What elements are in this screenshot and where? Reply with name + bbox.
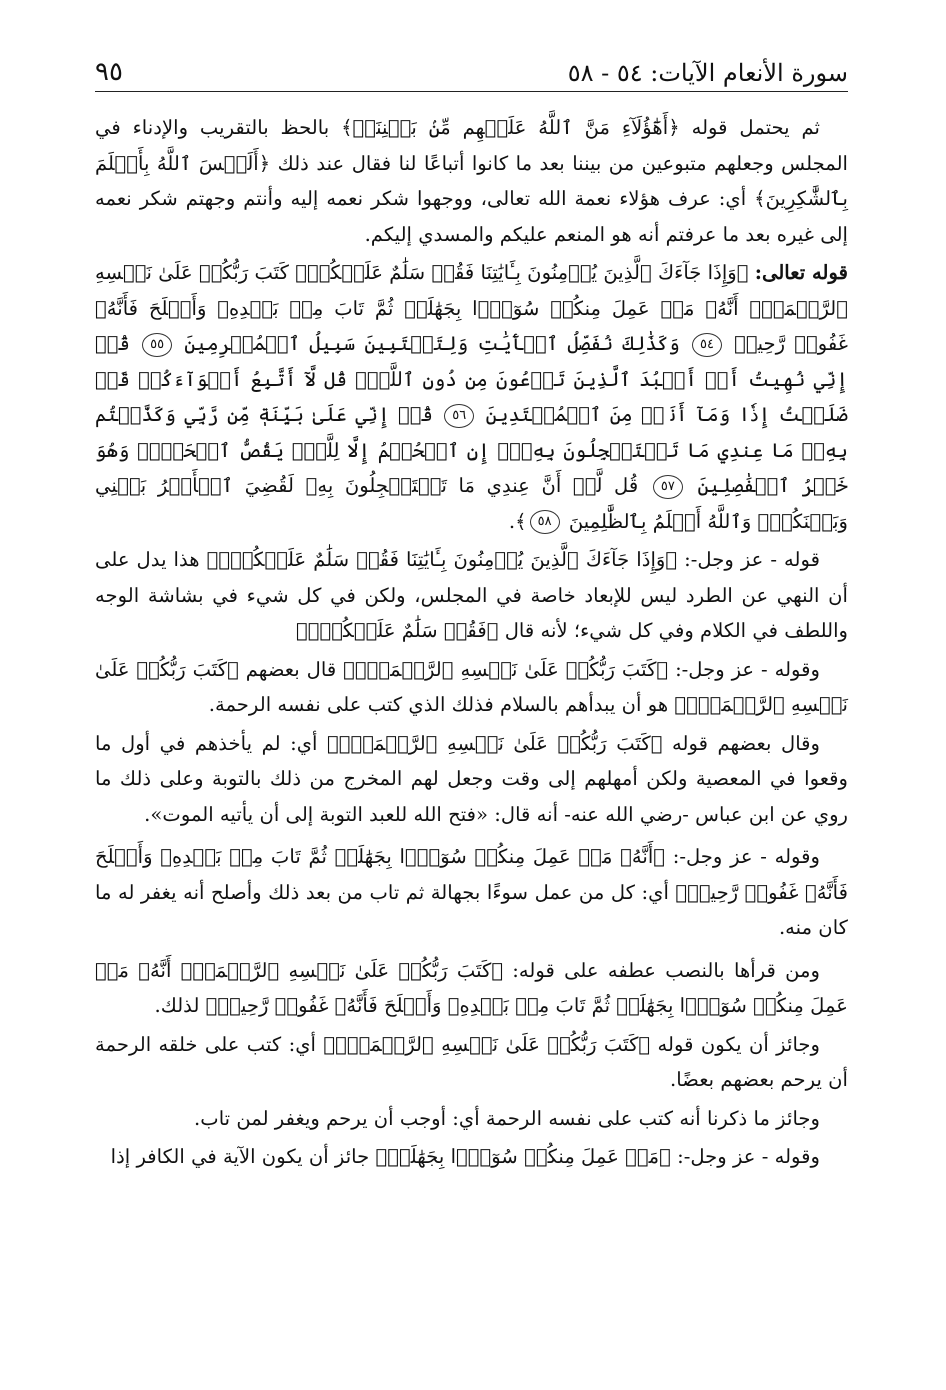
- body-text: [95, 110, 848, 1178]
- page-header: [95, 52, 848, 92]
- ayah-marker-54: ٥٤: [692, 333, 722, 357]
- paragraph-9: وجائز ما ذكرنا أنه كتب على نفسه الرحمة أي: أوجب أن يرحم ويغفر لمن تاب.: [194, 1106, 820, 1130]
- verse-part-2: وَكَذَٰلِكَ نُفَصِّلُ ٱلۡأٓيَٰتِ وَلِتَسۡتَبِينَ سَبِيلُ ٱلۡمُجۡرِمِينَ: [184, 332, 680, 355]
- verse-part-5: قُل لَّوۡ أَنَّ عِندِي مَا تَسۡتَعۡجِلُونَ بِهِۦ لَقُضِيَ ٱلۡأَمۡرُ بَيۡنِي وَبَيۡنَكُمۡۗ وَٱللَّهُ أَعۡلَمُ بِٱلظَّٰلِمِينَ: [95, 474, 848, 533]
- paragraph-3: قوله - عز وجل-: ﴿وَإِذَا جَآءَكَ ٱلَّذِينَ يُؤۡمِنُونَ بِـَٔايَٰتِنَا فَقُلۡ سَلَٰمٌ عَلَيۡكُمۡۖ﴾ هذا يدل على أن النهي عن الطرد ليس للإبعاد خاصة في المجلس، ولكن في كل شيء في بشاشة الوجه واللطف في الكلام وفي كل شيء؛ لأنه قال ﴿فَقُلۡ سَلَٰمٌ عَلَيۡكُمۡۖ﴾: [95, 548, 848, 642]
- ayah-marker-55: ٥٥: [142, 333, 172, 357]
- paragraph-7: ومن قرأها بالنصب عطفه على قوله: ﴿كَتَبَ رَبُّكُمۡ عَلَىٰ نَفۡسِهِ ٱلرَّحۡمَةَۖ أَنَّهُۥ مَنۡ عَمِلَ مِنكُمۡ سُوٓءَۢا بِجَهَٰلَةٖ ثُمَّ تَابَ مِنۢ بَعۡدِهِۦ وَأَصۡلَحَ فَأَنَّهُۥ غَفُورٞ رَّحِيمٞ﴾ لذلك.: [95, 958, 848, 1017]
- verse-part-3: قُلۡ إِنِّي نُهِيتُ أَنۡ أَعۡبُدَ ٱلَّذِينَ تَدۡعُونَ مِن دُونِ ٱللَّهِۚ قُل لَّآ أَتَّبِعُ أَهۡوَآءَكُمۡ قَدۡ ضَلَلۡتُ إِذٗا وَمَآ أَنَا۠ مِنَ ٱلۡمُهۡتَدِينَ: [95, 332, 848, 426]
- paragraph-5: وقال بعضهم قوله ﴿كَتَبَ رَبُّكُمۡ عَلَىٰ نَفۡسِهِ ٱلرَّحۡمَةَۖ﴾ أي: لم يأخذهم في أول ما وقعوا في المعصية ولكن أمهلهم إلى وقت وجعل لهم المخرج من ذلك بالتوبة وعلى ذلك ما روي عن ابن عباس -رضي الله عنه- أنه قال: «فتح الله للعبد التوبة إلى أن يأتيه الموت».: [95, 731, 848, 826]
- running-title: سورة الأنعام الآيات: ٥٤ - ٥٨: [567, 59, 848, 87]
- verse-part-1: ﴿وَإِذَا جَآءَكَ ٱلَّذِينَ يُؤۡمِنُونَ بِـَٔايَٰتِنَا فَقُلۡ سَلَٰمٌ عَلَيۡكُمۡۖ كَتَبَ رَبُّكُمۡ عَلَىٰ نَفۡسِهِ ٱلرَّحۡمَةَۖ أَنَّهُۥ مَنۡ عَمِلَ مِنكُمۡ سُوٓءَۢا بِجَهَٰلَةٖ ثُمَّ تَابَ مِنۢ بَعۡدِهِۦ وَأَصۡلَحَ فَأَنَّهُۥ غَفُورٞ رَّحِيمٞ: [95, 261, 848, 355]
- paragraph-6: وقوله - عز وجل-: ﴿أَنَّهُۥ مَنۡ عَمِلَ مِنكُمۡ سُوٓءَۢا بِجَهَٰلَةٖ ثُمَّ تَابَ مِنۢ بَعۡدِهِۦ وَأَصۡلَحَ فَأَنَّهُۥ غَفُورٞ رَّحِيمٞ﴾ أي: كل من عمل سوءًا بجهالة ثم تاب من بعد ذلك وأصلح أنه يغفر له ما كان منه.: [95, 845, 848, 939]
- paragraph-10: وقوله - عز وجل-: ﴿مَنۡ عَمِلَ مِنكُمۡ سُوٓءَۢا بِجَهَٰلَةٖ﴾ جائز أن يكون الآية في الكافر إذا: [110, 1145, 820, 1168]
- verse-end: ﴾.: [508, 509, 527, 533]
- paragraph-1: ثم يحتمل قوله ﴿أَهَٰٓؤُلَآءِ مَنَّ ٱللَّهُ عَلَيۡهِم مِّنۢ بَيۡنِنَآۗ﴾ بالحظ بالتقريب والإدناء في المجلس وجعلهم متبوعين من بيننا بعد ما كانوا أتباعًا لنا فقال عند ذلك ﴿أَلَيۡسَ ٱللَّهُ بِأَعۡلَمَ بِٱلشَّٰكِرِينَ﴾ أي: عرف هؤلاء نعمة الله تعالى، ووجهوا شكر نعمه إليه وأنتم وجهتم شكر نعمه إلى غيره بعد ما عرفتم أنه هو المنعم عليكم والمسدي إليكم.: [95, 116, 848, 246]
- ayah-marker-56: ٥٦: [444, 404, 474, 428]
- ayah-marker-57: ٥٧: [653, 475, 683, 499]
- verse-part-4: قُلۡ إِنِّي عَلَىٰ بَيِّنَةٖ مِّن رَّبِّي وَكَذَّبۡتُم بِهِۦۚ مَا عِندِي مَا تَسۡتَعۡجِلُونَ بِهِۦٓۚ إِنِ ٱلۡحُكۡمُ إِلَّا لِلَّهِۖ يَقُصُّ ٱلۡحَقَّۖ وَهُوَ خَيۡرُ ٱلۡفَٰصِلِينَ: [95, 403, 848, 497]
- page-number: ٩٥: [95, 57, 123, 87]
- paragraph-8: وجائز أن يكون قوله ﴿كَتَبَ رَبُّكُمۡ عَلَىٰ نَفۡسِهِ ٱلرَّحۡمَةَۖ﴾ أي: كتب على خلقه الرحمة أن يرحم بعضهم بعضًا.: [95, 1032, 848, 1091]
- ayah-marker-58: ٥٨: [530, 510, 560, 534]
- paragraph-4: وقوله - عز وجل-: ﴿كَتَبَ رَبُّكُمۡ عَلَىٰ نَفۡسِهِ ٱلرَّحۡمَةَۖ﴾ قال بعضهم ﴿كَتَبَ رَبُّكُمۡ عَلَىٰ نَفۡسِهِ ٱلرَّحۡمَةَۖ﴾ هو أن يبدأهم بالسلام فذلك الذي كتب على نفسه الرحمة.: [95, 657, 848, 716]
- verse-lead: قوله تعالى:: [754, 261, 848, 284]
- verse-block: [95, 255, 848, 539]
